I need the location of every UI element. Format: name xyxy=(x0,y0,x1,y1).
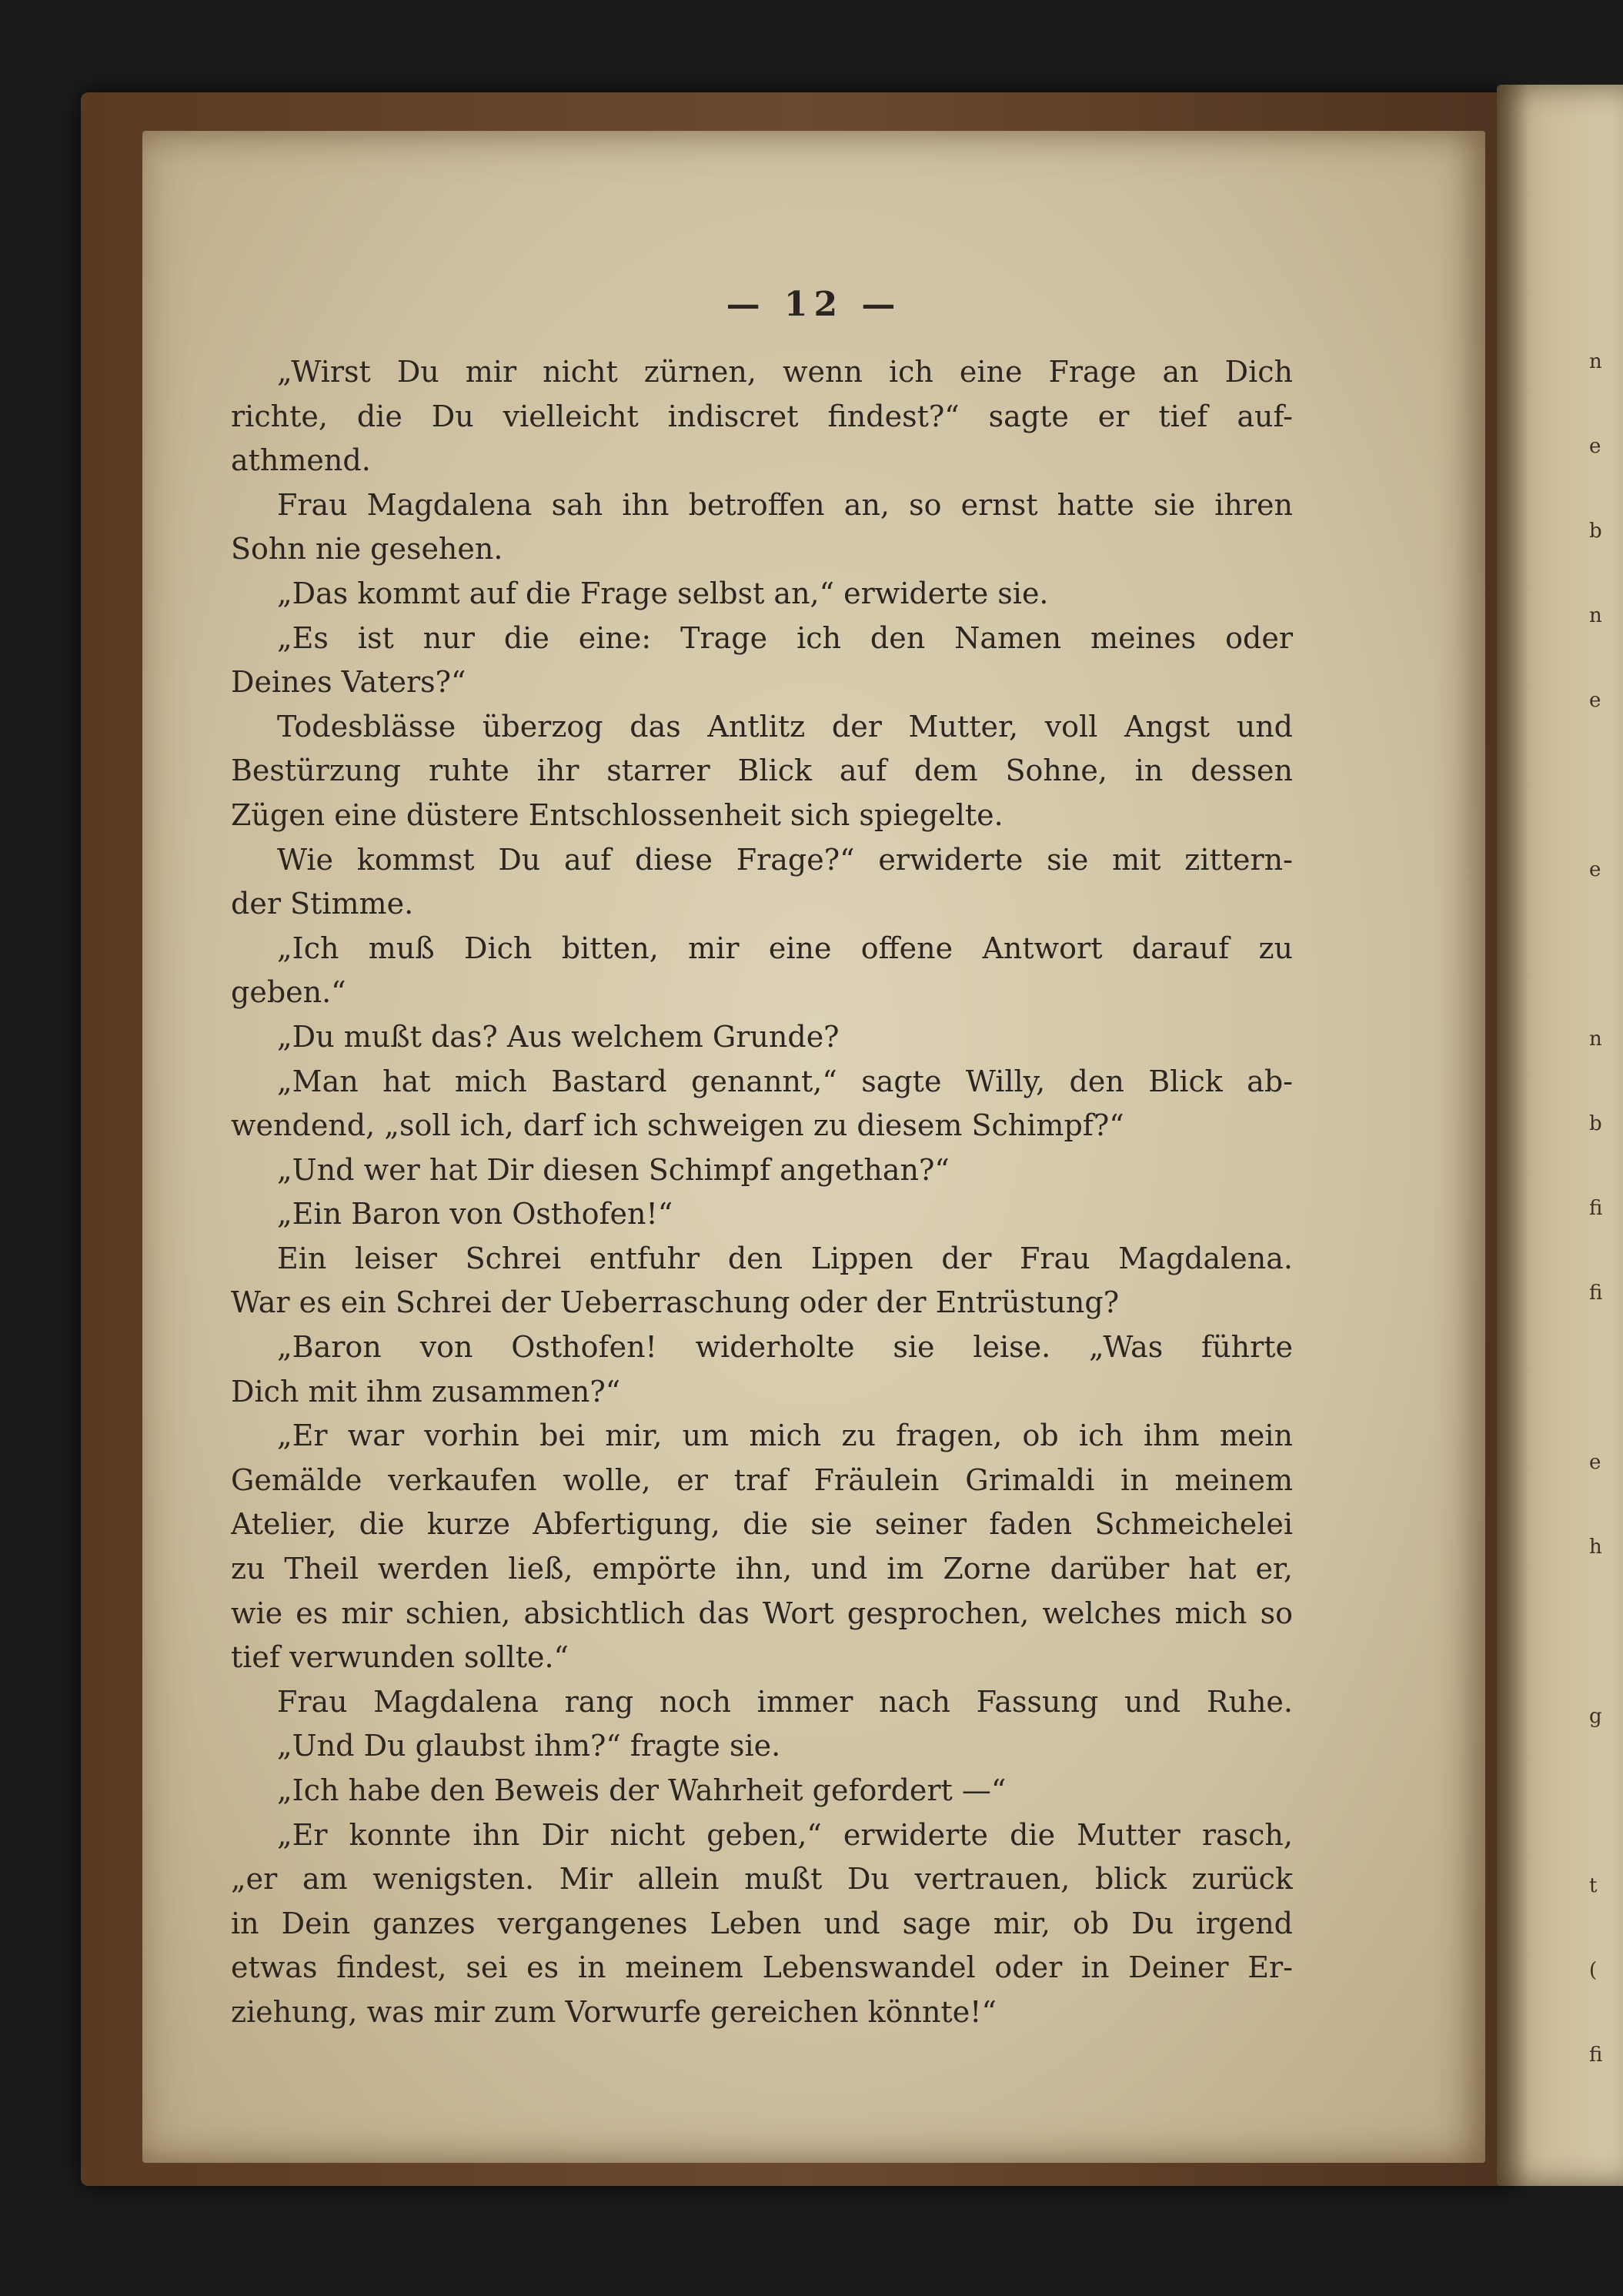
facing-page-fragment: b xyxy=(1589,1112,1602,1135)
facing-page-fragment: e xyxy=(1589,1451,1601,1474)
page-number: — 12 — xyxy=(726,285,902,324)
facing-page-fragment: t xyxy=(1589,1874,1598,1897)
text-line: Frau Magdalena sah ihn betroffen an, so ernst hatte sie ihren xyxy=(277,487,1293,522)
text-line: „er am wenigsten. Mir allein mußt Du vertrauen, blick zurück xyxy=(231,1862,1293,1897)
facing-page-fragment: ( xyxy=(1589,1959,1598,1982)
text-line: zu Theil werden ließ, empörte ihn, und im Zorne darüber hat er, xyxy=(231,1552,1293,1586)
text-line: Wie kommst Du auf diese Frage?“ erwiderte sie mit zittern- xyxy=(277,842,1293,877)
text-line: wie es mir schien, absichtlich das Wort gesprochen, welches mich so xyxy=(231,1596,1293,1630)
text-line: der Stimme. xyxy=(231,887,414,921)
facing-page-fragment xyxy=(1589,762,1611,847)
facing-page-fragment: b xyxy=(1589,520,1602,543)
facing-page-fragment xyxy=(1589,931,1611,1016)
facing-page-fragment: n xyxy=(1589,350,1602,373)
facing-page-fragment: e xyxy=(1589,689,1601,712)
text-line: in Dein ganzes vergangenes Leben und sage mir, ob Du irgend xyxy=(231,1906,1293,1940)
text-line: Frau Magdalena rang noch immer nach Fassung und Ruhe. xyxy=(277,1684,1293,1719)
text-line: richte, die Du vielleicht indiscret findest?“ sagte er tief auf- xyxy=(231,399,1293,433)
page-body-text xyxy=(231,350,1293,2035)
text-line: geben.“ xyxy=(231,975,346,1010)
text-line: Ein leiser Schrei entfuhr den Lippen der Frau Magdalena. xyxy=(277,1241,1293,1275)
text-line: Deines Vaters?“ xyxy=(231,665,466,700)
text-line: „Er konnte ihn Dir nicht geben,“ erwiderte die Mutter rasch, xyxy=(277,1817,1293,1852)
text-line: „Du mußt das? Aus welchem Grunde? xyxy=(277,1019,840,1054)
facing-page-fragment xyxy=(1589,1778,1611,1863)
text-line: „Man hat mich Bastard genannt,“ sagte Willy, den Blick ab- xyxy=(277,1064,1293,1098)
text-line: „Es ist nur die eine: Trage ich den Namen meines oder xyxy=(277,620,1293,655)
text-line: „Ich habe den Beweis der Wahrheit gefordert —“ xyxy=(277,1773,1007,1807)
facing-page-fragment: fi xyxy=(1589,1197,1603,1220)
facing-page-fragment xyxy=(1589,1609,1611,1693)
facing-page-fragment: e xyxy=(1589,858,1601,881)
facing-page-fragment xyxy=(1589,1355,1611,1439)
facing-page-fragment: fi xyxy=(1589,2044,1603,2067)
text-line: wendend, „soll ich, darf ich schweigen zu diesem Schimpf?“ xyxy=(231,1108,1124,1143)
text-line: „Und Du glaubst ihm?“ fragte sie. xyxy=(277,1729,781,1763)
facing-page-fragment: h xyxy=(1589,1536,1602,1559)
facing-page-fragments xyxy=(1589,339,1611,2117)
text-line: „Baron von Osthofen! widerholte sie leise. „Was führte xyxy=(277,1330,1293,1365)
text-line: Gemälde verkaufen wolle, er traf Fräulein Grimaldi in meinem xyxy=(231,1462,1293,1497)
text-line: Todesblässe überzog das Antlitz der Mutter, voll Angst und xyxy=(277,709,1293,744)
facing-page-fragment: n xyxy=(1589,604,1602,627)
text-line: etwas findest, sei es in meinem Lebenswandel oder in Deiner Er- xyxy=(231,1950,1293,1985)
text-line: Atelier, die kurze Abfertigung, die sie seiner faden Schmeichelei xyxy=(231,1507,1293,1542)
text-line: „Ein Baron von Osthofen!“ xyxy=(277,1197,673,1232)
text-line: „Das kommt auf die Frage selbst an,“ erwiderte sie. xyxy=(277,576,1049,610)
text-line: Dich mit ihm zusammen?“ xyxy=(231,1374,621,1409)
text-line: Zügen eine düstere Entschlossenheit sich spiegelte. xyxy=(231,797,1004,832)
text-line: athmend. xyxy=(231,443,371,478)
facing-page-edge xyxy=(1497,85,1623,2186)
text-line: „Und wer hat Dir diesen Schimpf angethan?“ xyxy=(277,1152,950,1187)
facing-page-fragment: e xyxy=(1589,435,1601,458)
text-line: tief verwunden sollte.“ xyxy=(231,1640,569,1675)
text-line: „Wirst Du mir nicht zürnen, wenn ich eine Frage an Dich xyxy=(277,355,1293,389)
text-line: Bestürzung ruhte ihr starrer Blick auf dem Sohne, in dessen xyxy=(231,754,1293,788)
facing-page-fragment: n xyxy=(1589,1028,1602,1051)
text-line: Sohn nie gesehen. xyxy=(231,532,503,566)
facing-page-fragment: g xyxy=(1589,1705,1602,1728)
text-line: „Er war vorhin bei mir, um mich zu fragen, ob ich ihm mein xyxy=(277,1419,1293,1453)
text-line: ziehung, was mir zum Vorwurfe gereichen könnte!“ xyxy=(231,1994,997,2029)
text-line: War es ein Schrei der Ueberraschung oder der Entrüstung? xyxy=(231,1285,1120,1320)
text-line: „Ich muß Dich bitten, mir eine offene Antwort darauf zu xyxy=(277,931,1293,965)
facing-page-fragment: fi xyxy=(1589,1282,1603,1305)
